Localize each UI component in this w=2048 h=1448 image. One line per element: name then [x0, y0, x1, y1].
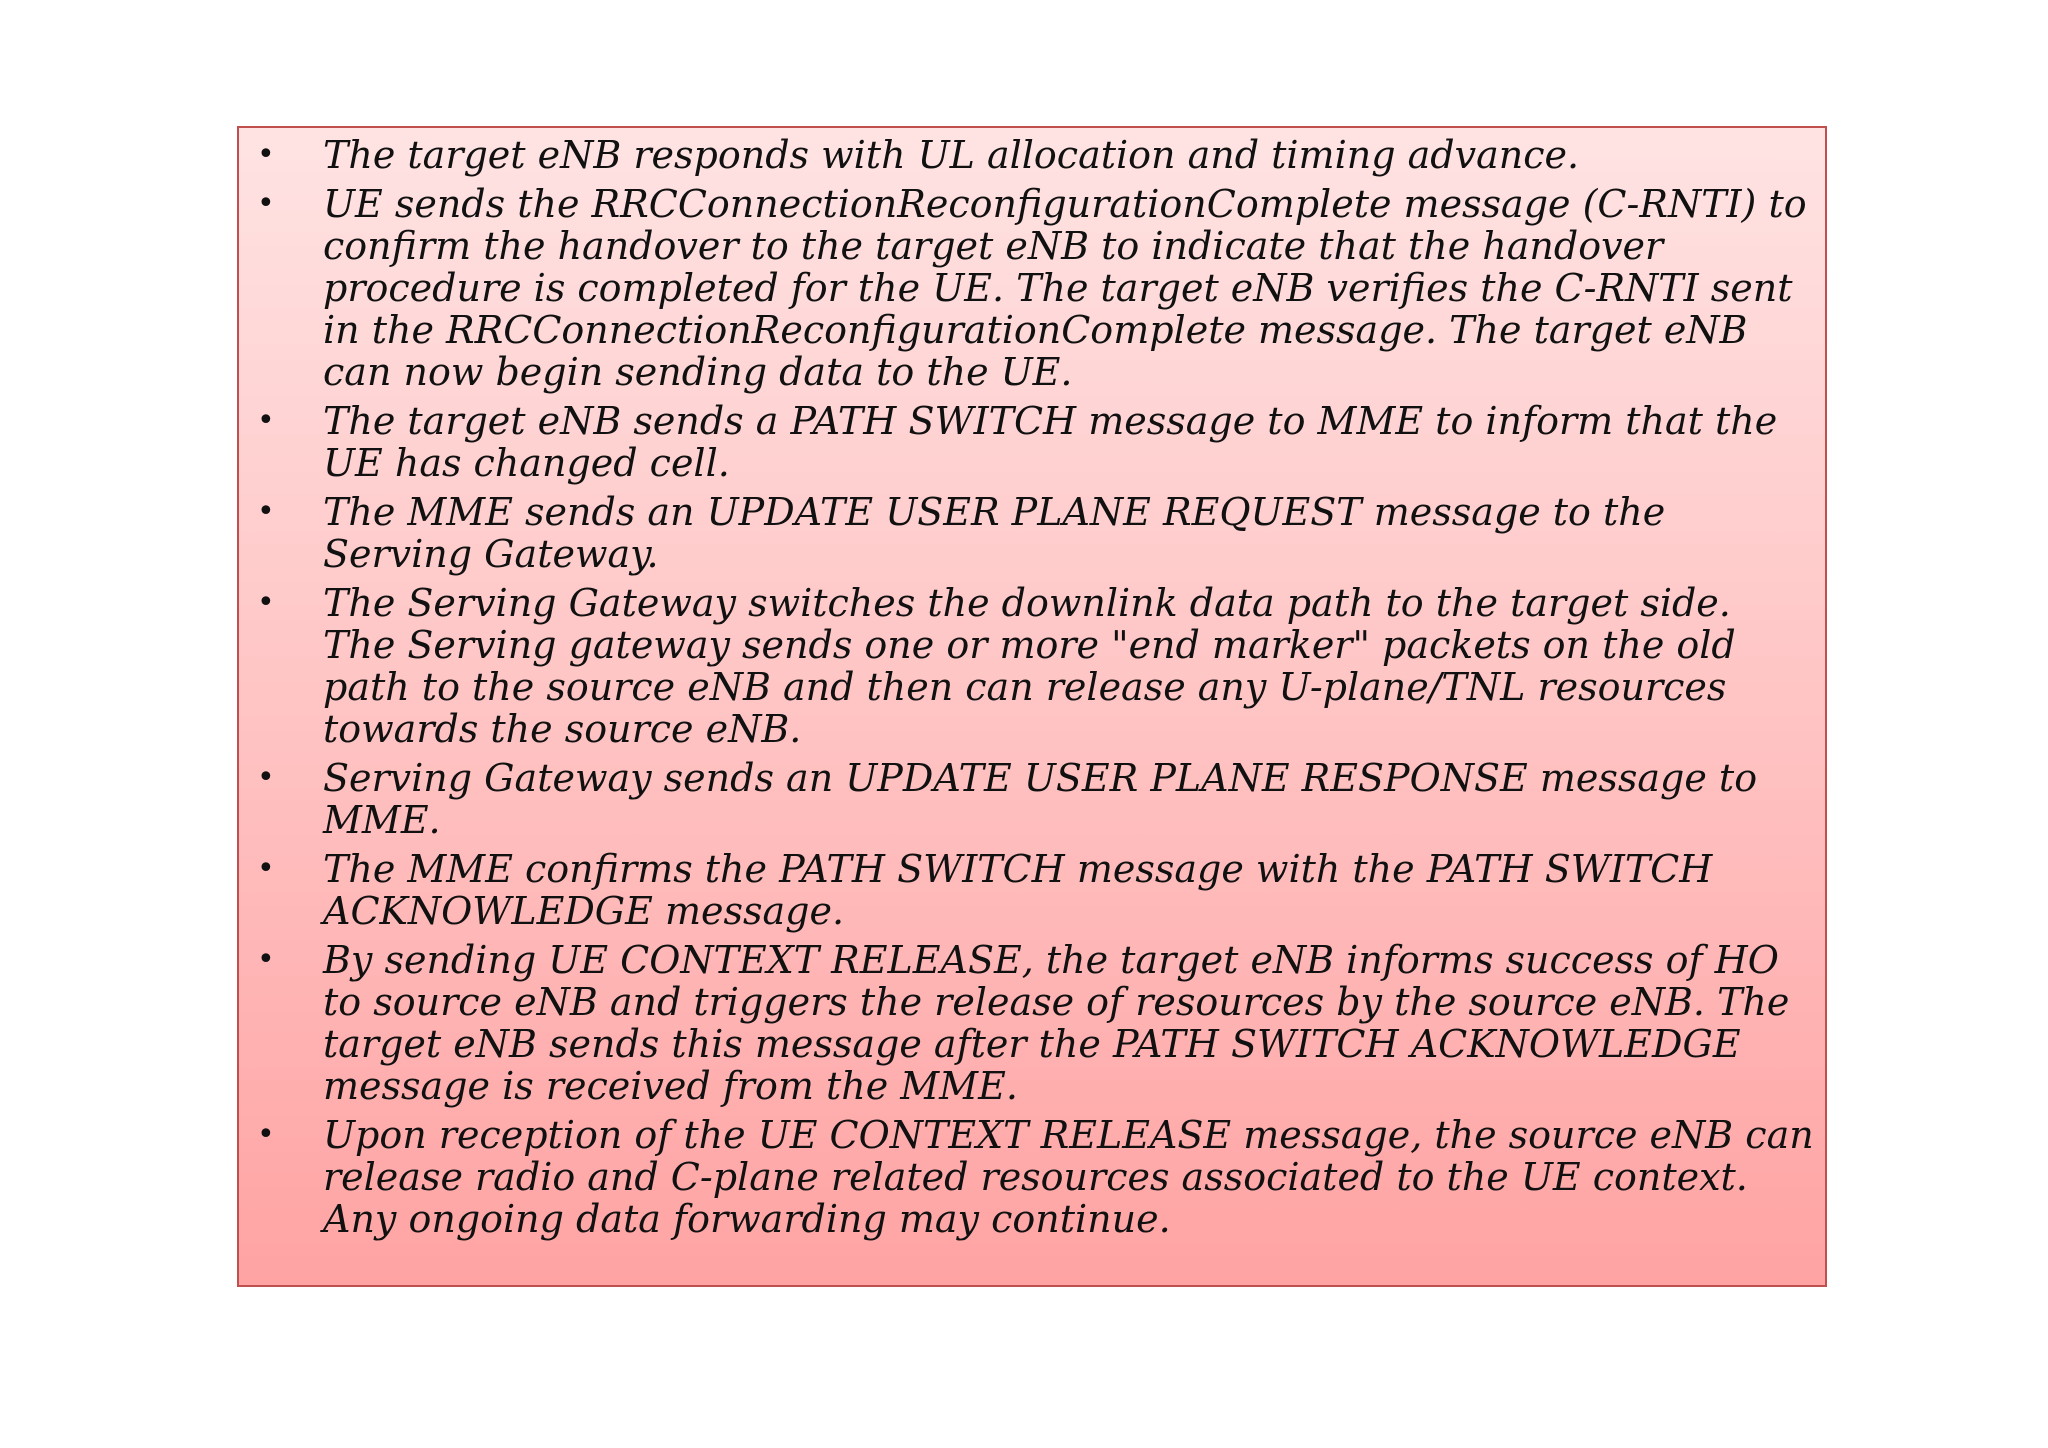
bullet-icon: •	[257, 760, 275, 795]
list-item	[239, 848, 1815, 932]
list-item-text: The MME confirms the PATH SWITCH message with the PATH SWITCH ACKNOWLEDGE message.	[323, 847, 1713, 933]
list-item-text: The MME sends an UPDATE USER PLANE REQUEST message to the Serving Gateway.	[323, 490, 1666, 576]
list-item-text: The target eNB responds with UL allocation and timing advance.	[323, 133, 1580, 177]
list-item	[239, 491, 1815, 575]
list-item	[239, 582, 1815, 750]
bullet-icon: •	[257, 137, 275, 172]
bullet-icon: •	[257, 494, 275, 529]
bullet-icon: •	[257, 585, 275, 620]
list-item-text: Serving Gateway sends an UPDATE USER PLANE RESPONSE message to MME.	[323, 756, 1758, 842]
list-item	[239, 939, 1815, 1107]
list-item	[239, 1114, 1815, 1240]
list-item-text: Upon reception of the UE CONTEXT RELEASE message, the source eNB can release radio and C-plane related resources associated to the UE context. Any ongoing data forwarding may continue.	[323, 1113, 1814, 1241]
list-item	[239, 757, 1815, 841]
bullet-icon: •	[257, 851, 275, 886]
bullet-icon: •	[257, 403, 275, 438]
list-item-text: The Serving Gateway switches the downlink data path to the target side. The Serving gateway sends one or more "end marker" packets on the old path to the source eNB and then can release any U-plane/TNL resources towards the source eNB.	[323, 581, 1736, 751]
list-item-text: UE sends the RRCConnectionReconfigurationComplete message (C-RNTI) to confirm the handover to the target eNB to indicate that the handover procedure is completed for the UE. The target eNB verifies the C-RNTI sent in the RRCConnectionReconfigurationComplete message. The target eNB can now begin sending data to the UE.	[323, 182, 1807, 394]
list-item	[239, 400, 1815, 484]
text-box	[237, 126, 1827, 1287]
bullet-icon: •	[257, 942, 275, 977]
list-item-text: By sending UE CONTEXT RELEASE, the target eNB informs success of HO to source eNB and triggers the release of resources by the source eNB. The target eNB sends this message after the PATH SWITCH ACKNOWLEDGE message is received from the MME.	[323, 938, 1790, 1108]
list-item	[239, 134, 1815, 176]
bullet-list	[239, 134, 1815, 1240]
bullet-icon: •	[257, 1117, 275, 1152]
bullet-icon: •	[257, 186, 275, 221]
list-item-text: The target eNB sends a PATH SWITCH message to MME to inform that the UE has changed cell.	[323, 399, 1778, 485]
list-item	[239, 183, 1815, 393]
